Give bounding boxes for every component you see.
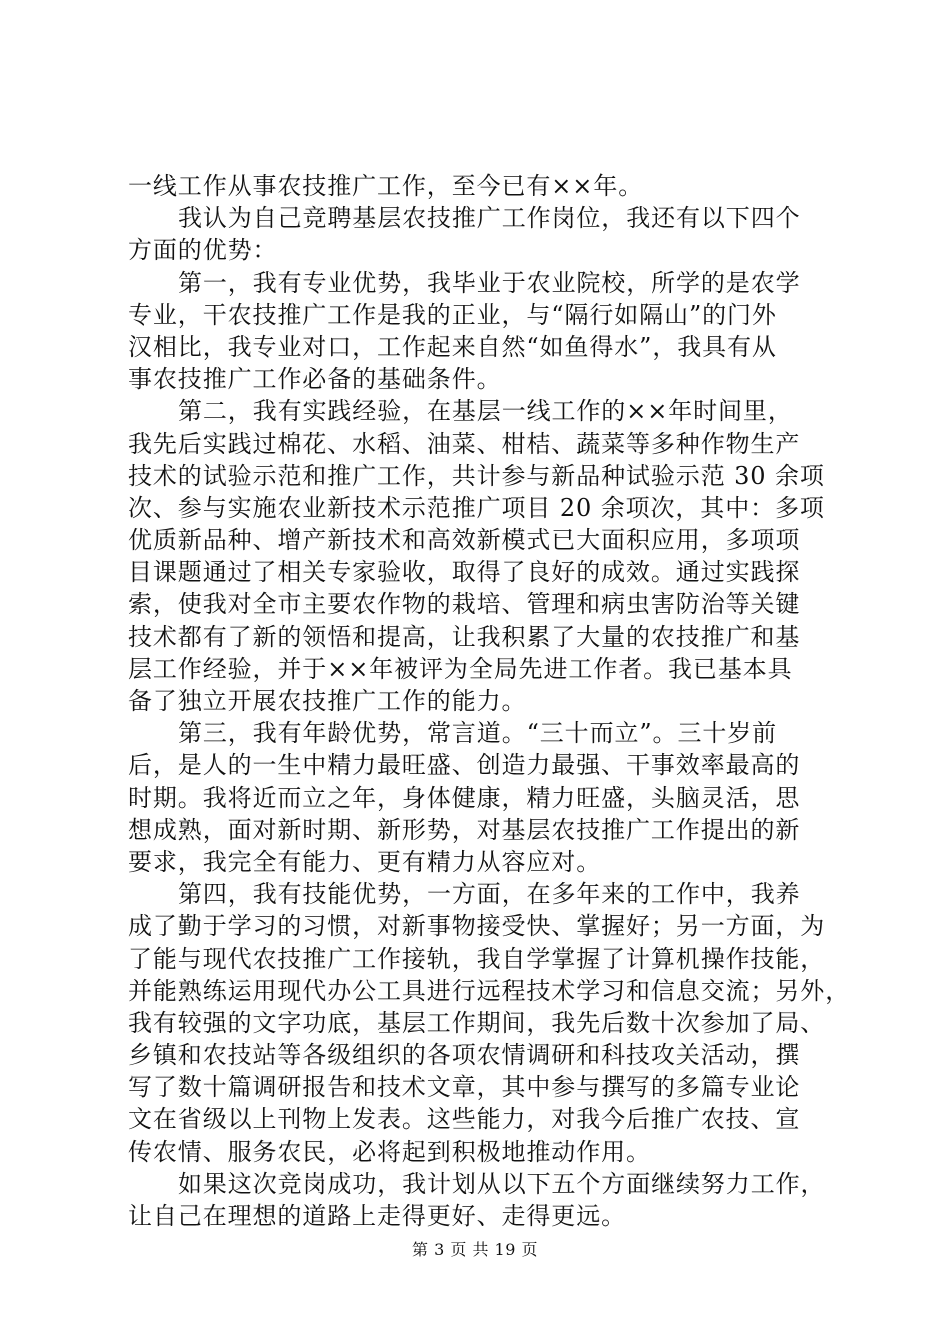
text-line: 第一，我有专业优势，我毕业于农业院校，所学的是农学 bbox=[178, 268, 801, 297]
text-line: 层工作经验，并于××年被评为全局先进工作者。我已基本具 bbox=[128, 654, 793, 683]
text-line: 要求，我完全有能力、更有精力从容应对。 bbox=[128, 847, 602, 876]
text-line: 让自己在理想的道路上走得更好、走得更远。 bbox=[128, 1202, 626, 1230]
text-line: 我认为自己竞聘基层农技推广工作岗位，我还有以下四个 bbox=[178, 204, 801, 233]
text-line: 文在省级以上刊物上发表。这些能力，对我今后推广农技、宣 bbox=[128, 1105, 801, 1134]
text-line: 传农情、服务农民，必将起到积极地推动作用。 bbox=[128, 1137, 651, 1166]
text-line: 成了勤于学习的习惯，对新事物接受快、掌握好；另一方面，为 bbox=[128, 912, 826, 941]
text-line: 一线工作从事农技推广工作，至今已有××年。 bbox=[128, 172, 644, 200]
text-line: 我先后实践过棉花、水稻、油菜、柑桔、蔬菜等多种作物生产 bbox=[128, 429, 801, 458]
text-line: 第二，我有实践经验，在基层一线工作的××年时间里， bbox=[178, 397, 793, 426]
text-line: 了能与现代农技推广工作接轨，我自学掌握了计算机操作技能， bbox=[128, 944, 826, 973]
text-line: 汉相比，我专业对口，工作起来自然“如鱼得水”，我具有从 bbox=[128, 332, 777, 361]
text-line: 第四，我有技能优势，一方面，在多年来的工作中，我养 bbox=[178, 880, 801, 909]
text-line: 备了独立开展农技推广工作的能力。 bbox=[128, 687, 527, 715]
text-line: 第三，我有年龄优势，常言道。“三十而立”。三十岁前 bbox=[178, 719, 778, 748]
document-body bbox=[128, 170, 851, 1232]
page-footer: 第 3 页 共 19 页 bbox=[412, 1240, 538, 1259]
text-line: 写了数十篇调研报告和技术文章，其中参与撰写的多篇专业论 bbox=[128, 1073, 801, 1102]
text-line: 技术的试验示范和推广工作，共计参与新品种试验示范 30 余项 bbox=[128, 461, 825, 490]
text-line: 如果这次竞岗成功，我计划从以下五个方面继续努力工作， bbox=[178, 1169, 826, 1198]
text-line: 目课题通过了相关专家验收，取得了良好的成效。通过实践探 bbox=[128, 558, 801, 587]
text-line: 后，是人的一生中精力最旺盛、创造力最强、干事效率最高的 bbox=[128, 751, 801, 780]
text-line: 索，使我对全市主要农作物的栽培、管理和病虫害防治等关键 bbox=[128, 590, 801, 619]
text-line: 专业，干农技推广工作是我的正业，与“隔行如隔山”的门外 bbox=[128, 300, 777, 329]
text-line: 次、参与实施农业新技术示范推广项目 20 余项次，其中：多项 bbox=[128, 493, 825, 522]
text-line: 想成熟，面对新时期、新形势，对基层农技推广工作提出的新 bbox=[128, 815, 801, 844]
text-line: 我有较强的文字功底，基层工作期间，我先后数十次参加了局、 bbox=[128, 1008, 826, 1037]
text-line: 并能熟练运用现代办公工具进行远程技术学习和信息交流；另外， bbox=[128, 976, 851, 1005]
text-line: 技术都有了新的领悟和提高，让我积累了大量的农技推广和基 bbox=[128, 622, 801, 651]
text-line: 时期。我将近而立之年，身体健康，精力旺盛，头脑灵活，思 bbox=[128, 783, 801, 812]
text-line: 方面的优势： bbox=[128, 236, 278, 265]
text-line: 优质新品种、增产新技术和高效新模式已大面积应用，多项项 bbox=[128, 526, 801, 555]
text-line: 乡镇和农技站等各级组织的各项农情调研和科技攻关活动，撰 bbox=[128, 1041, 801, 1070]
text-line: 事农技推广工作必备的基础条件。 bbox=[128, 365, 502, 394]
